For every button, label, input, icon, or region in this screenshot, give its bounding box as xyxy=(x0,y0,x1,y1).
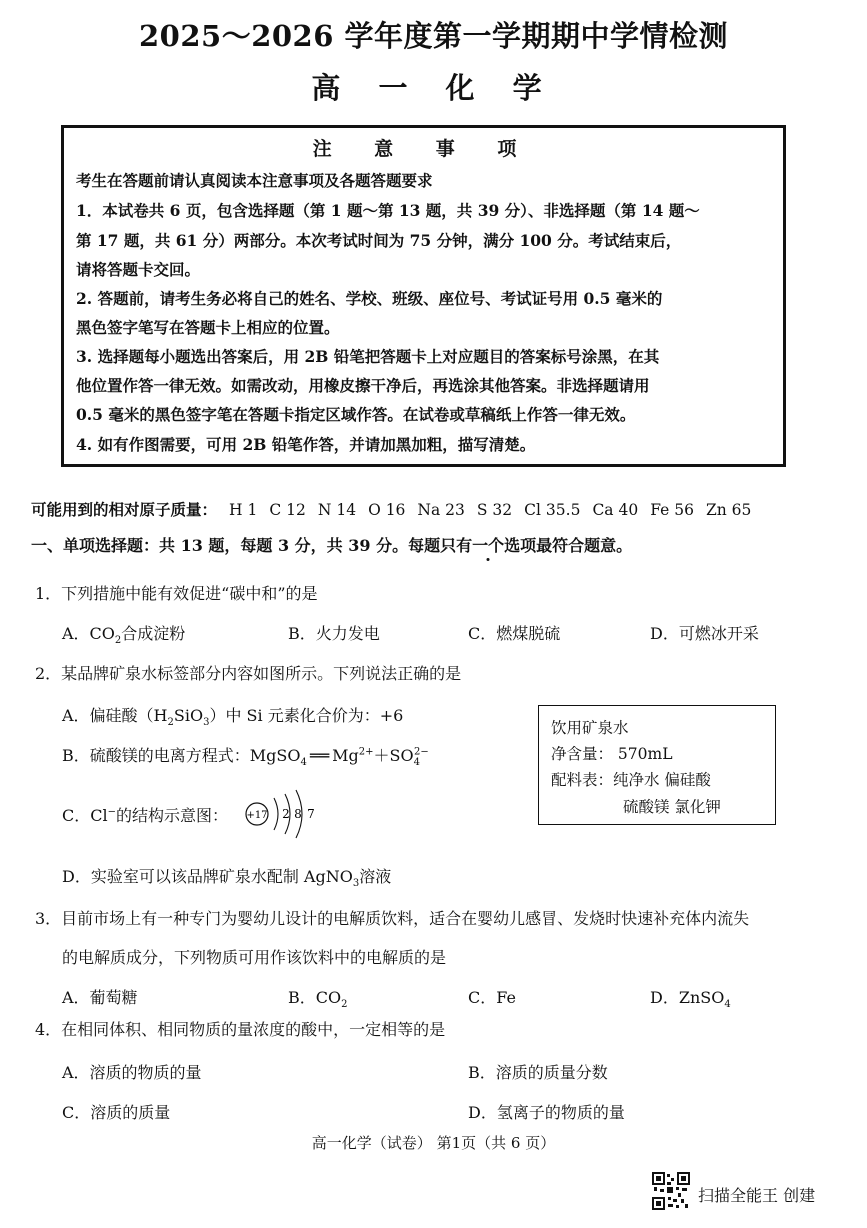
notice-line: 考生在答题前请认真阅读本注意事项及各题答题要求 xyxy=(76,171,433,190)
notice-title: 注 意 事 项 xyxy=(312,138,535,160)
notice-box xyxy=(61,125,786,467)
section-heading xyxy=(31,533,632,556)
atomic-mass-item: Cl 35.5 xyxy=(524,501,581,519)
atomic-mass-item: C 12 xyxy=(269,501,306,519)
q3-option-a: A．葡萄糖 xyxy=(62,988,138,1007)
q2-option-b: B．硫酸镁的电离方程式：MgSO$_4$ ══ $Mg^{2+}+SO_4^{2-}$ xyxy=(62,746,429,769)
shell-electron-count: 2 xyxy=(282,807,290,821)
q1-option-d: D．可燃冰开采 xyxy=(650,624,759,643)
notice-line: 1．本试卷共 6 页，包含选择题（第 1 题～第 13 题，共 39 分）、非选择题（第 14 题～ xyxy=(76,201,700,220)
section-heading-post: 选项最符合题意。 xyxy=(504,536,633,555)
notice-line: 他位置作答一律无效。如需改动，用橡皮擦干净后，再选涂其他答案。非选择题请用 xyxy=(76,376,650,395)
q4-option-c: C．溶质的质量 xyxy=(62,1103,171,1122)
atomic-mass-item: Zn 65 xyxy=(705,501,752,519)
atomic-mass-item: Ca 40 xyxy=(592,501,639,519)
atomic-mass-label: 可能用到的相对原子质量： xyxy=(31,500,218,519)
notice-line: 0.5 毫米的黑色签字笔在答题卡指定区域作答。在试卷或草稿纸上作答一律无效。 xyxy=(76,405,636,424)
q2-option-d: D．实验室可以该品牌矿泉水配制 AgNO$_3$溶液 xyxy=(62,867,392,890)
mineral-water-label xyxy=(538,705,776,825)
shell-electron-count: 7 xyxy=(307,807,315,821)
atomic-mass-item: O 16 xyxy=(368,501,406,519)
atomic-mass-item: H 1 xyxy=(229,501,258,519)
label-ingredients-cont: 硫酸镁 氯化钾 xyxy=(623,798,721,816)
label-net-content: 净含量： 570mL xyxy=(551,745,673,763)
q3-option-c: C．Fe xyxy=(468,988,516,1007)
nucleus-charge: +17 xyxy=(246,810,268,821)
notice-line: 2. 答题前，请考生务必将自己的姓名、学校、班级、座位号、考试证号用 0.5 毫米的 xyxy=(76,289,663,308)
atomic-mass-item: N 14 xyxy=(317,501,357,519)
q1-option-b: B．火力发电 xyxy=(288,624,380,643)
q2-option-a: A．偏硅酸$(H_2SiO_3)$中 Si 元素化合价为：+6 xyxy=(62,706,404,729)
notice-line: 4. 如有作图需要，可用 2B 铅笔作答，并请加黑加粗，描写清楚。 xyxy=(76,435,536,454)
atom-structure-diagram xyxy=(244,788,324,840)
label-ingredients: 配料表：纯净水 偏硅酸 xyxy=(551,771,711,789)
q3-option-d: D．ZnSO$_4$ xyxy=(650,988,731,1011)
label-title: 饮用矿泉水 xyxy=(551,719,629,737)
question-3-stem: 3．目前市场上有一种专门为婴幼儿设计的电解质饮料，适合在婴幼儿感冒、发烧时快速补充体内流失 xyxy=(35,909,750,928)
electron-shell-arc xyxy=(274,798,278,830)
atomic-mass-item: Na 23 xyxy=(417,501,465,519)
q1-option-a: A．$CO_2$合成淀粉 xyxy=(62,624,186,647)
q4-option-b: B．溶质的质量分数 xyxy=(468,1063,608,1082)
scanner-app-credit: 扫描全能王 创建 xyxy=(698,1186,816,1205)
qr-code-icon xyxy=(652,1172,690,1210)
question-4-stem: 4．在相同体积、相同物质的量浓度的酸中，一定相等的是 xyxy=(35,1020,446,1039)
notice-line: 第 17 题，共 61 分）两部分。本次考试时间为 75 分钟，满分 100 分。考试结束后， xyxy=(76,231,682,250)
notice-line: 黑色签字笔写在答题卡上相应的位置。 xyxy=(76,318,340,337)
section-heading-pre: 一、单项选择题：共 13 题，每题 3 分，共 39 分。每题只有 xyxy=(31,536,473,555)
q3-option-b: B．$CO_2$ xyxy=(288,988,348,1011)
subject-title: 高 一 化 学 xyxy=(311,71,556,105)
q2-option-c: C．Cl−的结构示意图： xyxy=(62,806,229,825)
notice-line: 3. 选择题每小题选出答案后，用 2B 铅笔把答题卡上对应题目的答案标号涂黑，在其 xyxy=(76,347,660,366)
atomic-mass-line xyxy=(31,498,751,520)
atomic-mass-item: Fe 56 xyxy=(650,501,694,519)
shell-electron-count: 8 xyxy=(294,807,302,821)
q4-option-d: D．氢离子的物质的量 xyxy=(468,1103,625,1122)
question-3-stem-cont: 的电解质成分，下列物质可用作该饮料中的电解质的是 xyxy=(62,948,447,967)
q4-option-a: A．溶质的物质的量 xyxy=(62,1063,202,1082)
page-footer: 高一化学（试卷） 第1页（共 6 页） xyxy=(311,1134,556,1152)
notice-line: 请将答题卡交回。 xyxy=(76,260,201,279)
question-1-stem: 1．下列措施中能有效促进“碳中和”的是 xyxy=(35,584,318,603)
atomic-mass-item: S 32 xyxy=(476,501,513,519)
q1-option-c: C．燃煤脱硫 xyxy=(468,624,561,643)
exam-title: 2025～2026 学年度第一学期期中学情检测 xyxy=(138,19,729,53)
emphasis-dotted: 一个 xyxy=(472,533,504,556)
question-2-stem: 2．某品牌矿泉水标签部分内容如图所示。下列说法正确的是 xyxy=(35,664,462,683)
